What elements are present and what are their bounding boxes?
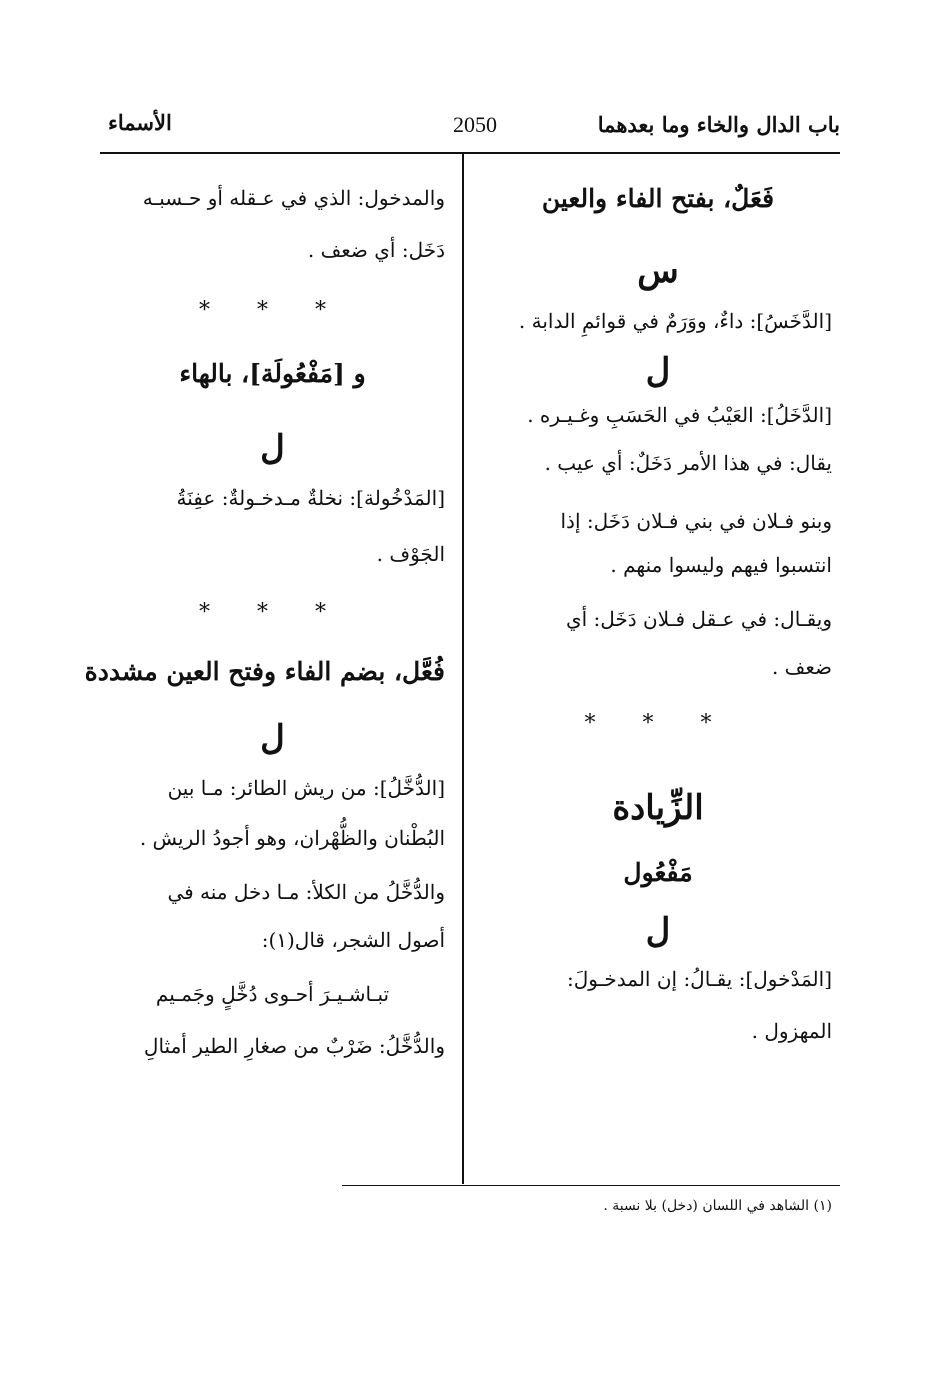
entry-text: ويقـال: في عـقل فـلان دَخَل: أي bbox=[565, 607, 832, 631]
entry-text: أصول الشجر، قال(١): bbox=[261, 928, 445, 952]
right-column bbox=[484, 170, 832, 1053]
section-heading: الزِّيادة bbox=[612, 788, 704, 828]
entry-text: يقال: في هذا الأمر دَخَلٌ: أي عيب . bbox=[544, 451, 832, 475]
entry-text: [الدَّخَسُ]: داءٌ، ووَرَمٌ في قوائمِ الدابة . bbox=[518, 309, 832, 333]
footnote-rule bbox=[342, 1185, 840, 1186]
entry-text: والدُّخَّلُ من الكلأ: مـا دخل منه في bbox=[167, 880, 445, 904]
root-letter: ل bbox=[260, 428, 285, 468]
column-separator bbox=[462, 154, 464, 1184]
section-title: باب الدال والخاء وما بعدهما bbox=[597, 112, 840, 137]
root-letter: ل bbox=[645, 351, 671, 391]
section-divider: * * * bbox=[199, 600, 346, 625]
footnote: (١) الشاهد في اللسان (دخل) بلا نسبة . bbox=[603, 1198, 832, 1214]
root-letter: ل bbox=[645, 911, 671, 951]
entry-text: الجَوْف . bbox=[376, 542, 445, 566]
pattern-heading: فُعَّل، بضم الفاء وفتح العين مشددة bbox=[84, 657, 445, 686]
header-rule bbox=[100, 152, 840, 154]
poetry-verse: تبـاشـيـرَ أحـوى دُخَّلٍ وجَمـيم bbox=[155, 982, 390, 1006]
entry-text: [المَدْخُولة]: نخلةٌ مـدخـولةٌ: عفِنَةُ bbox=[176, 486, 445, 510]
left-column bbox=[84, 170, 445, 1068]
section-divider: * * * bbox=[199, 298, 346, 323]
root-letter: س bbox=[637, 251, 679, 291]
entry-text: ضعف . bbox=[771, 655, 832, 679]
category-title: الأسماء bbox=[108, 110, 172, 135]
pattern-heading: فَعَلٌ، بفتح الفاء والعين bbox=[541, 184, 775, 213]
section-divider: * * * bbox=[584, 711, 732, 736]
entry-text: دَخَل: أي ضعف . bbox=[307, 238, 445, 262]
entry-text: والمدخول: الذي في عـقله أو حـسبـه bbox=[142, 186, 445, 210]
pattern-heading: مَفْعُول bbox=[623, 858, 693, 887]
entry-text: [الدُّخَّلُ]: من ريش الطائر: مـا بين bbox=[167, 776, 445, 800]
root-letter: ل bbox=[260, 718, 285, 758]
entry-text: انتسبوا فيهم وليسوا منهم . bbox=[610, 553, 832, 577]
entry-text: والدُّخَّلُ: ضَرْبٌ من صغارِ الطير أمثالِ bbox=[143, 1034, 445, 1058]
entry-text: [المَدْخول]: يقـالُ: إن المدخـولَ: bbox=[566, 967, 832, 991]
entry-text: البُطْنان والظُّهْران، وهو أجودُ الريش . bbox=[139, 826, 445, 850]
pattern-heading: و [مَفْعُولَة]، بالهاء bbox=[179, 359, 366, 388]
entry-text: [الدَّخَلُ]: العَيْبُ في الحَسَبِ وغـيـره . bbox=[527, 403, 832, 427]
entry-text: وبنو فـلان في بني فـلان دَخَل: إذا bbox=[560, 509, 832, 533]
page-number: 2050 bbox=[453, 112, 497, 137]
entry-text: المهزول . bbox=[751, 1019, 832, 1043]
